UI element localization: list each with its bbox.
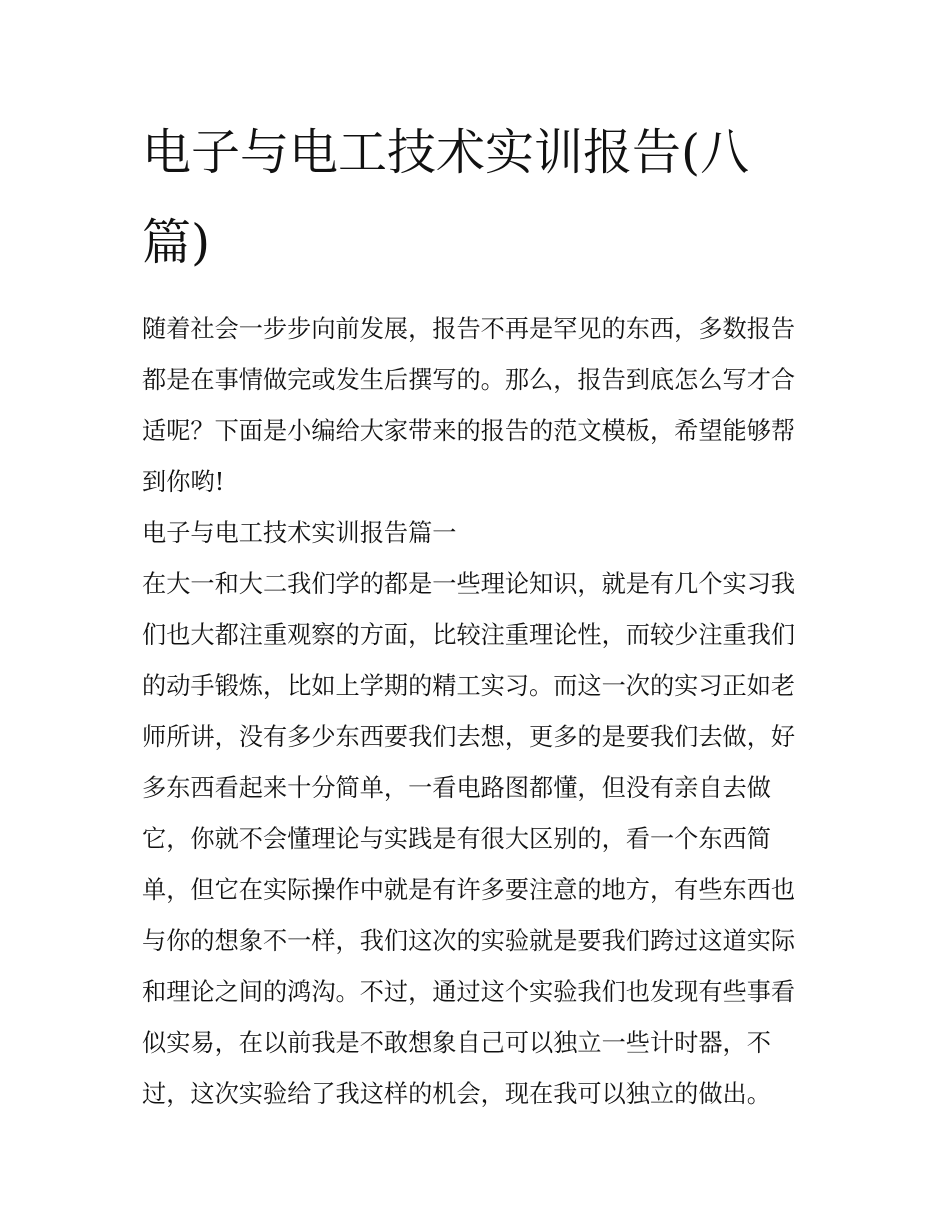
text-line: 与你的想象不一样，我们这次的实验就是要我们跨过这道实际 (142, 927, 796, 955)
text-line: 到你哟! (142, 468, 225, 496)
text-line: 单，但它在实际操作中就是有许多要注意的地方，有些东西也 (142, 876, 796, 904)
text-line: 随着社会一步步向前发展，报告不再是罕见的东西，多数报告 (142, 315, 796, 343)
text-line: 适呢？下面是小编给大家带来的报告的范文模板，希望能够帮 (142, 417, 796, 445)
title-line: 篇) (142, 214, 211, 271)
document-title (142, 108, 814, 288)
text-line: 的动手锻炼，比如上学期的精工实习。而这一次的实习正如老 (142, 672, 796, 700)
title-line: 电子与电工技术实训报告(八 (142, 124, 750, 181)
section-heading-text: 电子与电工技术实训报告篇一 (142, 519, 457, 547)
section-heading (142, 508, 814, 559)
text-line: 和理论之间的鸿沟。不过，通过这个实验我们也发现有些事看 (142, 978, 796, 1006)
document-page (142, 108, 814, 1120)
body-paragraph (142, 559, 814, 1120)
intro-paragraph (142, 304, 814, 508)
text-line: 过，这次实验给了我这样的机会，现在我可以独立的做出。 (142, 1080, 771, 1108)
text-line: 都是在事情做完或发生后撰写的。那么，报告到底怎么写才合 (142, 366, 796, 394)
text-line: 师所讲，没有多少东西要我们去想，更多的是要我们去做，好 (142, 723, 796, 751)
text-line: 多东西看起来十分简单，一看电路图都懂，但没有亲自去做 (142, 774, 771, 802)
text-line: 似实易，在以前我是不敢想象自己可以独立一些计时器，不 (142, 1029, 771, 1057)
text-line: 它，你就不会懂理论与实践是有很大区别的，看一个东西简 (142, 825, 771, 853)
text-line: 在大一和大二我们学的都是一些理论知识，就是有几个实习我 (142, 570, 796, 598)
text-line: 们也大都注重观察的方面，比较注重理论性，而较少注重我们 (142, 621, 796, 649)
